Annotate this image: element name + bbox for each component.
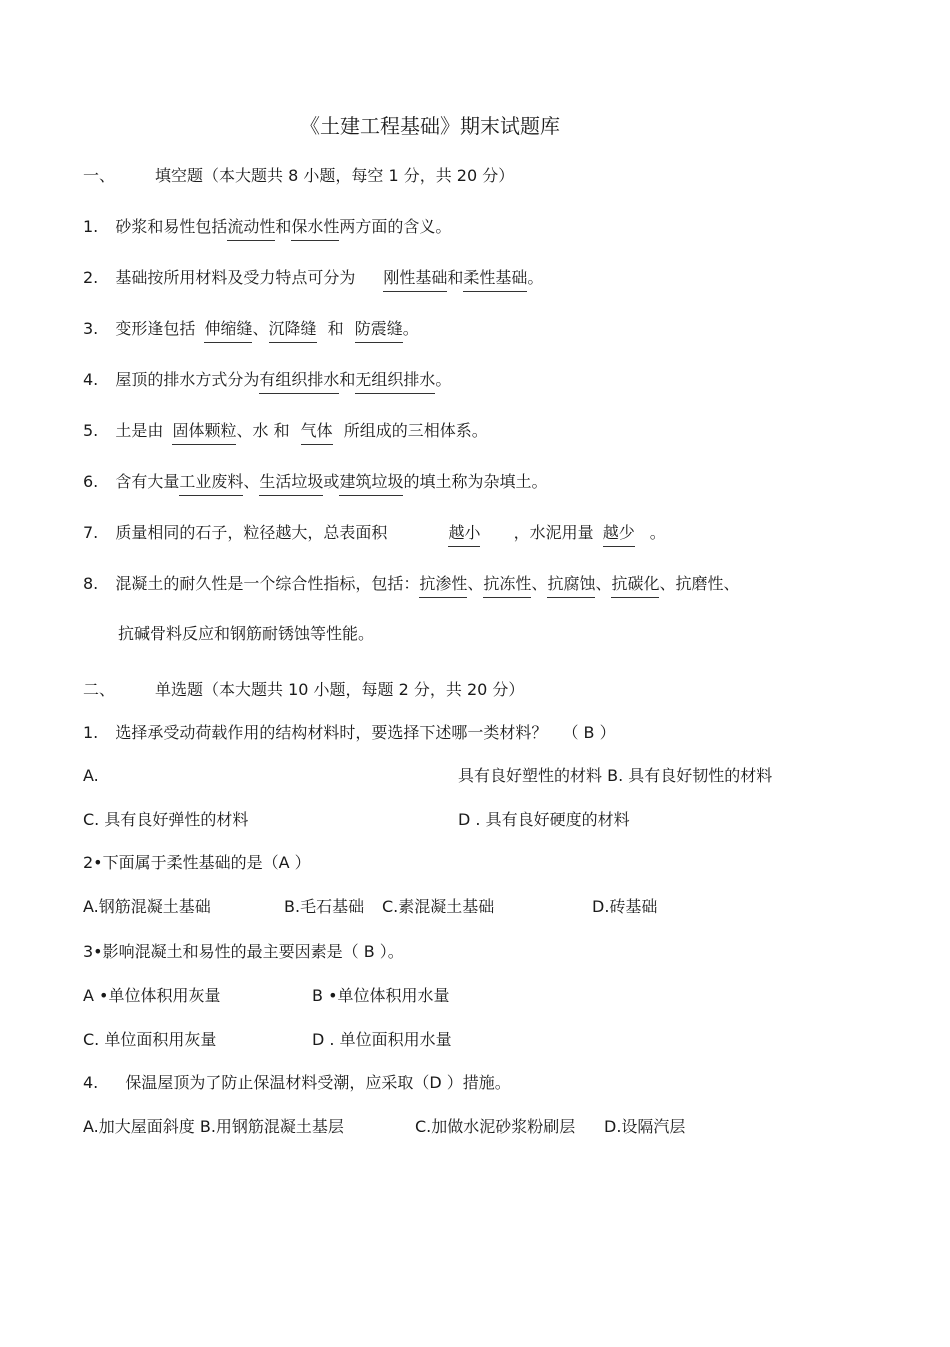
option-d: D . 单位面积用水量 [312,1030,452,1049]
section-1-number: 一、 [83,166,116,185]
option-b: B.毛石基础 [284,897,365,916]
question-text: 或 [323,472,340,491]
question-number: 4. [83,1073,99,1092]
answer-blank: 伸缩缝 [204,319,252,343]
answer-blank: 有组织排水 [259,370,339,394]
question-text: ，水泥用量 [513,523,594,542]
section-2-number: 二、 [83,680,116,699]
question-text: 、 [531,574,548,593]
question-text: 、 [467,574,484,593]
fill-question-6 [83,472,547,496]
answer-blank: 生活垃圾 [259,472,323,496]
choice-question-1 [83,723,616,743]
option-b: B •单位体积用水量 [312,986,450,1005]
answer-blank: 抗碳化 [611,574,659,598]
answer-blank: 刚性基础 [383,268,447,292]
question-text: 基础按所用材料及受力特点可分为 [115,268,356,287]
question-text: 的填土称为杂填土。 [403,472,548,491]
answer-blank: 建筑垃圾 [339,472,403,496]
question-text: 、 [595,574,612,593]
fill-question-3 [83,319,419,343]
question-text: 土是由 [115,421,164,440]
answer: （ B ） [562,723,616,742]
question-text: 两方面的含义。 [339,217,452,236]
question-text: 屋顶的排水方式分为 [115,370,260,389]
question-text: 和 [275,217,292,236]
option-a: A •单位体积用灰量 [83,986,221,1005]
options-a-b: 具有良好塑性的材料 B. 具有良好韧性的材料 [458,766,773,785]
option-a: A.钢筋混凝土基础 [83,897,211,916]
question-text: 、抗磨性、 [659,574,740,593]
question-text: 质量相同的石子，粒径越大，总表面积 [115,523,388,542]
option-c: C.素混凝土基础 [382,897,495,916]
question-text: 含有大量 [115,472,180,491]
fill-question-5 [83,421,488,445]
question-text: 保温屋顶为了防止保温材料受潮，应采取（D ）措施。 [125,1073,511,1092]
answer-blank: 抗腐蚀 [547,574,595,598]
question-number: 1. [83,217,99,236]
question-text: 所组成的三相体系。 [343,421,488,440]
answer-blank: 柔性基础 [463,268,527,292]
option-c: C.加做水泥砂浆粉刷层 [415,1117,576,1136]
question-text: 。 [527,268,544,287]
fill-question-8-continued: 抗碱骨料反应和钢筋耐锈蚀等性能。 [118,624,375,643]
option-c: C. 单位面积用灰量 [83,1030,217,1049]
question-number: 4. [83,370,99,389]
question-text: 、 [243,472,260,491]
question-text: 砂浆和易性包括 [115,217,228,236]
question-number: 3. [83,319,99,338]
question-number: 8. [83,574,99,593]
fill-question-4 [83,370,451,394]
question-number: 6. [83,472,99,491]
question-text: 和 [327,319,344,338]
answer-blank: 固体颗粒 [172,421,236,445]
option-d: D.设隔汽层 [604,1117,686,1136]
question-number: 2. [83,268,99,287]
fill-question-1 [83,217,451,241]
section-1-heading: 填空题（本大题共 8 小题，每空 1 分，共 20 分） [155,166,515,185]
answer-blank: 保水性 [291,217,339,241]
answer-blank: 越少 [603,523,635,547]
question-text: 混凝土的耐久性是一个综合性指标，包括： [115,574,420,593]
question-text: 。 [402,319,419,338]
fill-question-2 [83,268,543,292]
answer-blank: 防震缝 [355,319,403,343]
choice-question-2: 2•下面属于柔性基础的是（A ） [83,853,311,872]
question-number: 5. [83,421,99,440]
option-d: D . 具有良好硬度的材料 [458,810,630,829]
answer-blank: 工业废料 [179,472,243,496]
question-text: 。 [649,523,666,542]
fill-question-8 [83,574,740,598]
question-text: 选择承受动荷载作用的结构材料时，要选择下述哪一类材料？ [115,723,548,742]
question-text: 和 [339,370,356,389]
question-text: 、水 和 [236,421,290,440]
section-2-heading: 单选题（本大题共 10 小题，每题 2 分，共 20 分） [155,680,525,699]
question-number: 7. [83,523,99,542]
answer-blank: 沉降缝 [269,319,317,343]
answer-blank: 流动性 [227,217,275,241]
answer-blank: 无组织排水 [355,370,435,394]
answer-blank: 抗冻性 [483,574,531,598]
options-a-b: A.加大屋面斜度 B.用钢筋混凝土基层 [83,1117,344,1136]
question-text: 变形逢包括 [115,319,196,338]
option-a-label: A. [83,766,99,785]
page-title: 《土建工程基础》期末试题库 [300,114,560,138]
question-text: 。 [435,370,452,389]
question-text: 和 [447,268,464,287]
option-c: C. 具有良好弹性的材料 [83,810,249,829]
choice-question-3: 3•影响混凝土和易性的最主要因素是（ B ）。 [83,942,404,961]
fill-question-7 [83,523,666,547]
question-text: 、 [252,319,269,338]
option-d: D.砖基础 [592,897,658,916]
answer-blank: 气体 [301,421,333,445]
answer-blank: 抗渗性 [419,574,467,598]
question-number: 1. [83,723,99,742]
answer-blank: 越小 [448,523,480,547]
choice-question-4 [83,1073,511,1093]
